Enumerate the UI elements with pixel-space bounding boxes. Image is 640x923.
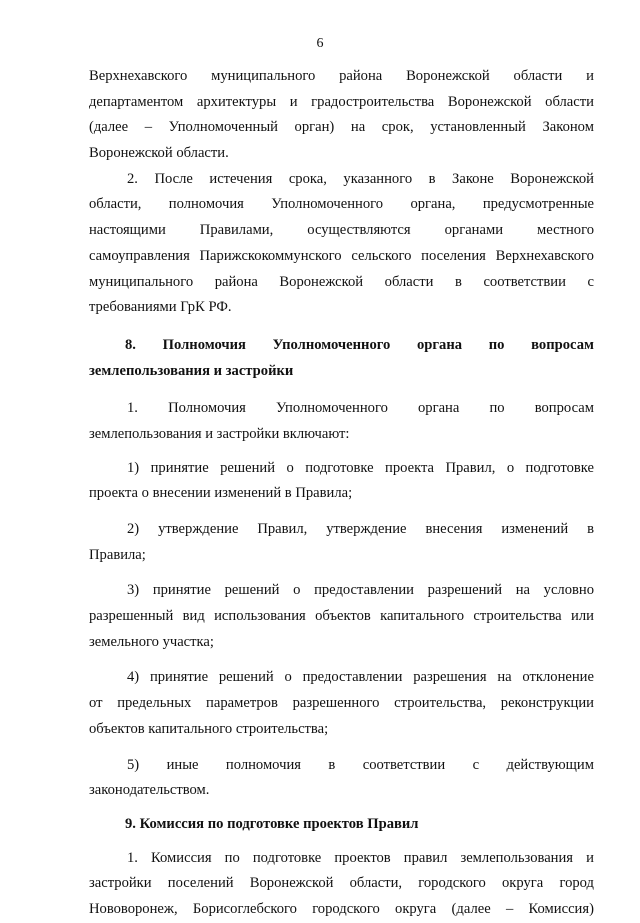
word: (далее bbox=[89, 119, 129, 136]
text-line bbox=[89, 665, 594, 691]
text-line bbox=[89, 244, 594, 270]
word: решений bbox=[220, 459, 276, 476]
word: 4) bbox=[127, 669, 140, 686]
word: округа bbox=[502, 875, 544, 892]
word: предоставлении bbox=[314, 582, 414, 599]
word: и bbox=[289, 93, 298, 110]
word: Воронежской bbox=[279, 273, 364, 290]
word: решений bbox=[224, 582, 280, 599]
word: вопросам bbox=[531, 336, 594, 353]
word: условно bbox=[543, 582, 594, 599]
word: срока, bbox=[288, 170, 327, 187]
text-line bbox=[89, 218, 594, 244]
word: После bbox=[154, 170, 193, 187]
word: Комиссия bbox=[151, 849, 212, 866]
word: строительства bbox=[473, 608, 562, 625]
text-line bbox=[89, 115, 594, 141]
word: строительства, bbox=[394, 695, 487, 712]
word: утверждение bbox=[326, 521, 407, 537]
word: утверждение bbox=[158, 521, 239, 537]
text-line bbox=[89, 691, 594, 717]
text-line bbox=[89, 192, 594, 218]
text-line bbox=[89, 871, 594, 897]
word: района bbox=[214, 273, 258, 290]
text-line bbox=[89, 64, 594, 90]
text-line: объектов капитального строительства; bbox=[89, 720, 329, 737]
word: изменений bbox=[501, 521, 569, 537]
text-line bbox=[89, 604, 594, 630]
text-line: проекта о внесении изменений в Правила; bbox=[89, 485, 353, 502]
word: от bbox=[89, 695, 103, 712]
word: поселения bbox=[421, 247, 486, 264]
word: указанного bbox=[343, 170, 413, 187]
word: подготовке bbox=[525, 459, 594, 476]
word: проекта bbox=[385, 459, 435, 476]
text-line: требованиями ГрК РФ. bbox=[89, 299, 232, 316]
word: установленный bbox=[430, 119, 526, 136]
word: Воронежской bbox=[249, 875, 334, 892]
text-line: землепользования и застройки включают: bbox=[89, 425, 350, 442]
word: и bbox=[586, 68, 594, 84]
word: Законе bbox=[452, 170, 494, 187]
word: решений bbox=[218, 669, 274, 686]
word: реконструкции bbox=[500, 695, 594, 712]
word: город bbox=[559, 875, 594, 892]
word: поселений bbox=[167, 875, 234, 892]
word: Воронежской bbox=[406, 68, 490, 84]
word: в bbox=[587, 521, 594, 537]
word: внесения bbox=[425, 521, 483, 537]
word: 2) bbox=[127, 521, 140, 537]
word: органа, bbox=[410, 196, 456, 213]
word: 1. bbox=[127, 400, 138, 417]
word: Правил, bbox=[257, 521, 308, 537]
word: о bbox=[286, 459, 294, 476]
word: землепользования bbox=[460, 849, 574, 866]
word: органа bbox=[417, 336, 463, 353]
word: Воронежской bbox=[510, 170, 594, 187]
word: предусмотренные bbox=[482, 196, 594, 213]
section-heading-line: 9. Комиссия по подготовке проектов Правил bbox=[125, 815, 419, 832]
word: области, bbox=[349, 875, 403, 892]
word: Парижскокоммунского bbox=[199, 247, 342, 264]
word: соответствии bbox=[362, 756, 446, 773]
section-heading-line: землепользования и застройки bbox=[89, 362, 294, 379]
word: подготовке bbox=[252, 849, 322, 866]
word: полномочия bbox=[225, 756, 301, 773]
word: Уполномоченного bbox=[272, 336, 391, 353]
word: и bbox=[586, 849, 594, 866]
word: округа bbox=[395, 900, 437, 917]
word: департаментом bbox=[89, 93, 184, 110]
word: по bbox=[489, 400, 505, 417]
word: 2. bbox=[127, 170, 138, 187]
word: о bbox=[284, 669, 292, 686]
text-line: Правила; bbox=[89, 546, 146, 563]
word: капитального bbox=[380, 608, 465, 625]
word: принятие bbox=[150, 459, 209, 476]
word: Уполномоченного bbox=[271, 196, 384, 213]
word: (далее bbox=[451, 900, 491, 917]
word: Нововоронеж, bbox=[89, 900, 178, 917]
word: муниципального bbox=[89, 273, 194, 290]
word: правил bbox=[403, 849, 448, 866]
word: 1) bbox=[127, 459, 140, 476]
word: области bbox=[513, 68, 563, 84]
word: на bbox=[497, 669, 512, 686]
word: архитектуры bbox=[196, 93, 277, 110]
word: Борисоглебского bbox=[192, 900, 297, 917]
word: подготовке bbox=[305, 459, 374, 476]
word: соответствии bbox=[483, 273, 566, 290]
word: разрешения bbox=[413, 669, 487, 686]
word: на bbox=[350, 119, 366, 136]
word: о bbox=[293, 582, 301, 599]
word: 1. bbox=[127, 849, 138, 866]
word: Комиссия) bbox=[528, 900, 594, 917]
word: сельского bbox=[351, 247, 412, 264]
word: полномочия bbox=[168, 196, 244, 213]
word: Уполномоченный bbox=[168, 119, 278, 136]
text-line: законодательством. bbox=[89, 782, 210, 799]
word: Законом bbox=[542, 119, 594, 136]
word: вид bbox=[182, 608, 205, 625]
word: органами bbox=[444, 222, 504, 239]
word: предельных bbox=[117, 695, 192, 712]
text-line bbox=[89, 396, 594, 422]
word: городского bbox=[418, 875, 486, 892]
word: органа bbox=[418, 400, 460, 417]
text-line: Воронежской области. bbox=[89, 145, 229, 162]
word: иные bbox=[166, 756, 199, 773]
word: местного bbox=[537, 222, 594, 239]
word: Воронежской bbox=[447, 93, 532, 110]
word: Полномочия bbox=[168, 400, 246, 417]
page-number: 6 bbox=[316, 36, 324, 51]
word: в bbox=[454, 273, 462, 290]
word: – bbox=[505, 900, 514, 917]
word: 8. bbox=[125, 336, 136, 353]
word: Полномочия bbox=[162, 336, 246, 353]
word: 5) bbox=[127, 756, 140, 773]
word: истечения bbox=[209, 170, 273, 187]
word: орган) bbox=[294, 119, 335, 136]
word: осуществляются bbox=[307, 222, 411, 239]
word: разрешений bbox=[427, 582, 503, 599]
word: в bbox=[428, 170, 436, 187]
word: городского bbox=[312, 900, 380, 917]
word: застройки bbox=[89, 875, 152, 892]
text-line bbox=[89, 167, 594, 193]
word: предоставлении bbox=[302, 669, 403, 686]
word: градостроительства bbox=[311, 93, 435, 110]
text-line bbox=[89, 90, 594, 116]
word: разрешенного bbox=[292, 695, 380, 712]
word: принятие bbox=[149, 669, 209, 686]
word: Верхнехавского bbox=[89, 68, 188, 84]
word: вопросам bbox=[534, 400, 594, 417]
text-line bbox=[89, 578, 594, 604]
text-line: земельного участка; bbox=[89, 633, 214, 650]
word: в bbox=[328, 756, 336, 773]
word: самоуправления bbox=[89, 247, 190, 264]
word: 3) bbox=[127, 582, 140, 599]
word: области bbox=[384, 273, 434, 290]
word: или bbox=[571, 608, 594, 625]
word: области, bbox=[89, 196, 142, 213]
word: по bbox=[488, 336, 505, 353]
text-line bbox=[89, 897, 594, 923]
word: Уполномоченного bbox=[275, 400, 388, 417]
text-line bbox=[89, 753, 594, 779]
word: Правилами, bbox=[199, 222, 274, 239]
word: области bbox=[545, 93, 594, 110]
word: принятие bbox=[152, 582, 211, 599]
word: объектов bbox=[315, 608, 371, 625]
word: отклонение bbox=[522, 669, 594, 686]
page-text bbox=[89, 64, 594, 923]
word: с bbox=[472, 756, 480, 773]
word: муниципального bbox=[211, 68, 316, 84]
word: района bbox=[339, 68, 383, 84]
word: – bbox=[144, 119, 153, 136]
text-line bbox=[89, 846, 594, 872]
word: срок, bbox=[381, 119, 414, 136]
word: разрешенный bbox=[89, 608, 174, 625]
word: с bbox=[587, 273, 594, 290]
word: Правил, bbox=[445, 459, 496, 476]
word: параметров bbox=[206, 695, 278, 712]
text-line bbox=[89, 456, 594, 482]
word: о bbox=[506, 459, 515, 476]
word: проектов bbox=[334, 849, 391, 866]
word: на bbox=[515, 582, 530, 599]
section-heading-line bbox=[89, 333, 594, 359]
word: действующим bbox=[506, 756, 594, 773]
word: использования bbox=[214, 608, 306, 625]
word: настоящими bbox=[89, 222, 166, 239]
word: по bbox=[224, 849, 240, 866]
text-line bbox=[89, 517, 594, 543]
word: Верхнехавского bbox=[495, 247, 594, 264]
text-line bbox=[89, 270, 594, 296]
